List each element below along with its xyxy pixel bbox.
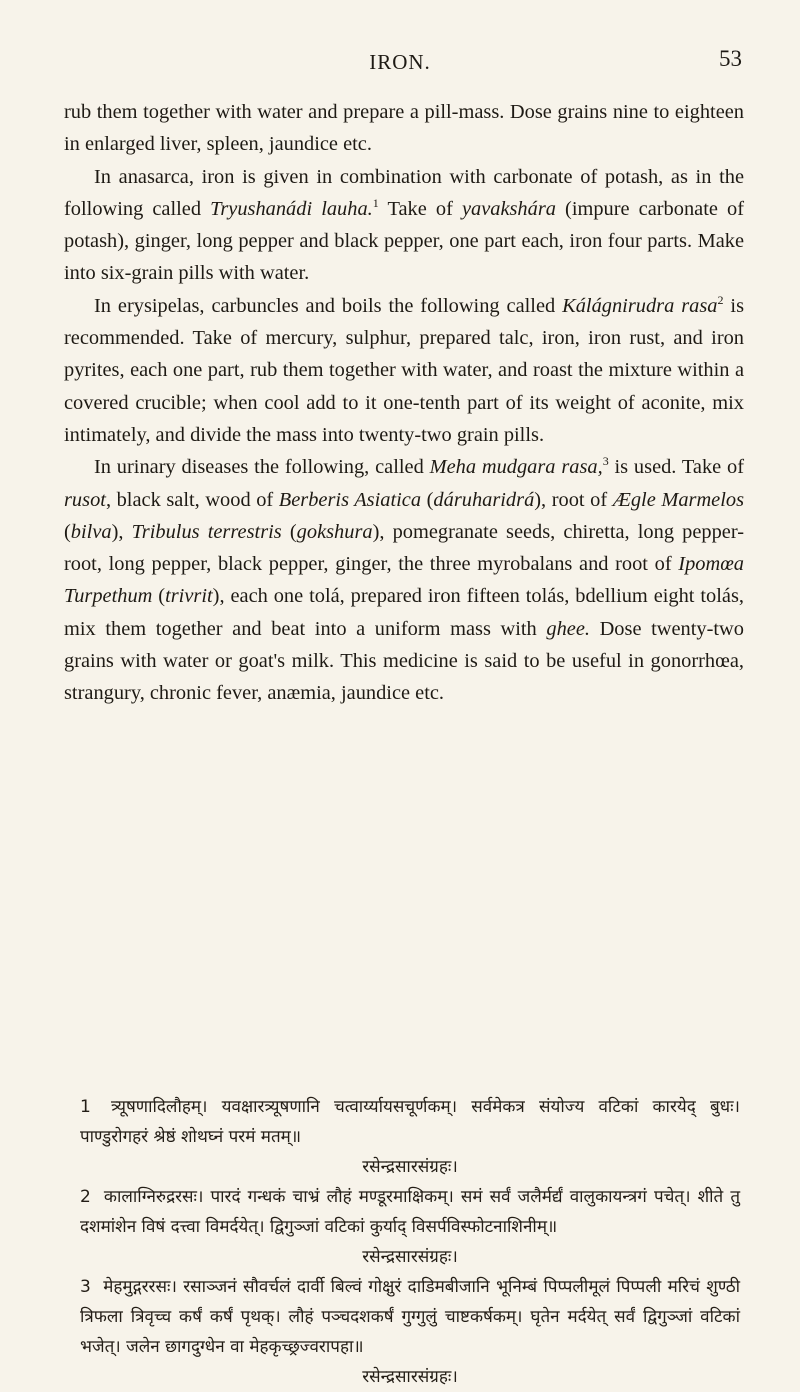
- italic-term: yavakshára: [461, 197, 556, 220]
- italic-term: Berberis Asiatica: [278, 488, 422, 511]
- text-run: ), each one tolá, prepared iron fifteen tolás, bdellium eight tolás, mix them together and beat into a uniform mass with: [64, 585, 744, 640]
- italic-term: Ipomœa Turpethum: [64, 553, 744, 608]
- text-run: ),: [111, 520, 132, 543]
- footnote-source: रसेन्द्रसारसंग्रहः।: [362, 1247, 458, 1267]
- running-head: [0, 46, 800, 86]
- footnote-marker: 2: [717, 292, 724, 307]
- footnote-number: 2: [80, 1187, 91, 1207]
- italic-term: bilva: [70, 520, 112, 543]
- italic-term: Kálágnirudra rasa: [562, 294, 718, 317]
- text-run: In erysipelas, carbuncles and boils the following called: [94, 294, 563, 317]
- footnote-source: रसेन्द्रसारसंग्रहः।: [362, 1157, 458, 1177]
- footnote-number: 1: [80, 1097, 91, 1117]
- text-run: ), root of: [534, 488, 613, 511]
- page-number: 53: [719, 46, 742, 71]
- italic-term: rusot: [64, 488, 106, 511]
- footnote-text: त्र्यूषणादिलौहम्। यवक्षारत्र्यूषणानि चत्वार्य्यायसचूर्णकम्। सर्वमेकत्र संयोज्य वटिकां कारयेद् बुधः। पाण्डुरोगहरं श्रेष्ठं शोथघ्नं परमं मतम्॥: [80, 1097, 740, 1147]
- paragraph: [64, 451, 744, 709]
- italic-term: dáruharidrá: [433, 488, 535, 511]
- italic-term: Meha mudgara rasa,: [429, 456, 603, 479]
- text-run: is recommended. Take of mercury, sulphur, prepared talc, iron, iron rust, and iron pyrites, each one part, rub them together with water, and roast the mixture within a covered crucible; when cool add to it one-tenth part of its weight of aconite, mix intimately, and divide the mass into twenty-two grain pills.: [64, 294, 745, 446]
- body-text: [64, 96, 744, 710]
- text-run: is used. Take of: [608, 456, 744, 479]
- text-run: (: [152, 585, 166, 608]
- text-run: rub them together with water and prepare a pill-mass. Dose grains nine to eighteen in enlarged liver, spleen, jaundice etc.: [64, 101, 744, 156]
- paragraph: [64, 161, 744, 290]
- text-run: (impure carbonate of potash), ginger, long pepper and black pepper, one part each, iron four parts. Make into six-grain pills with water.: [64, 197, 744, 285]
- text-run: ), pomegranate seeds, chiretta, long pepper-root, long pepper, black pepper, ginger, the three myrobalans and root of: [64, 520, 744, 576]
- text-run: , black salt, wood of: [105, 488, 279, 511]
- text-run: Dose twenty-two grains with water or goat's milk. This medicine is said to be useful in gonorrhœa, strangury, chronic fever, anæmia, jaundice etc.: [64, 617, 744, 705]
- footnote: [80, 1272, 740, 1392]
- footnote-source: रसेन्द्रसारसंग्रहः।: [362, 1367, 458, 1387]
- footnote-marker: 3: [602, 454, 609, 469]
- paragraph: [64, 290, 744, 451]
- footnote-text: कालाग्निरुद्ररसः। पारदं गन्धकं चाभ्रं लौहं मण्डूरमाक्षिकम्। समं सर्वं जलैर्मर्द्यं वालुकायन्त्रगं पचेत्। शीते तु दशमांशेन विषं दत्त्वा विमर्दयेत्। द्विगुञ्जां वटिकां कुर्याद् विसर्पविस्फोटनाशिनीम्॥: [80, 1187, 741, 1237]
- text-run: Take of: [378, 197, 462, 220]
- italic-term: Tribulus terrestris: [131, 520, 282, 543]
- italic-term: Ægle Marmelos: [612, 488, 745, 511]
- italic-term: ghee.: [546, 617, 590, 640]
- italic-term: gokshura: [296, 520, 373, 543]
- footnote-number: 3: [80, 1277, 91, 1297]
- text-run: In anasarca, iron is given in combination with carbonate of potash, as in the following called: [64, 165, 744, 220]
- italic-term: Tryushanádi lauha.: [210, 197, 373, 220]
- text-run: (: [421, 488, 434, 511]
- footnote: [80, 1092, 740, 1182]
- italic-term: trivrit: [165, 585, 213, 608]
- footnote: [80, 1182, 740, 1272]
- running-title: IRON.: [369, 50, 431, 74]
- footnote-text: मेहमुद्गररसः। रसाञ्जनं सौवर्चलं दार्वी बिल्वं गोक्षुरं दाडिमबीजानि भूनिम्बं पिप्पलीमूलं पिप्पली मरिचं शुण्ठी त्रिफला त्रिवृच्च कर्षं कर्षं पृथक्। लौहं पञ्चदशकर्षं गुग्गुलुं चाष्टकर्षकम्। घृतेन मर्दयेत् सर्वं द्विगुञ्जां वटिकां भजेत्। जलेन छागदुग्धेन वा मेहकृच्छ्रज्वरापहा॥: [80, 1277, 740, 1357]
- text-run: (: [64, 520, 71, 543]
- text-run: (: [281, 520, 297, 543]
- footnote-marker: 1: [372, 196, 379, 211]
- paragraph: [64, 96, 744, 161]
- text-run: In urinary diseases the following, called: [94, 456, 430, 479]
- sanskrit-footnotes: [80, 1092, 740, 1392]
